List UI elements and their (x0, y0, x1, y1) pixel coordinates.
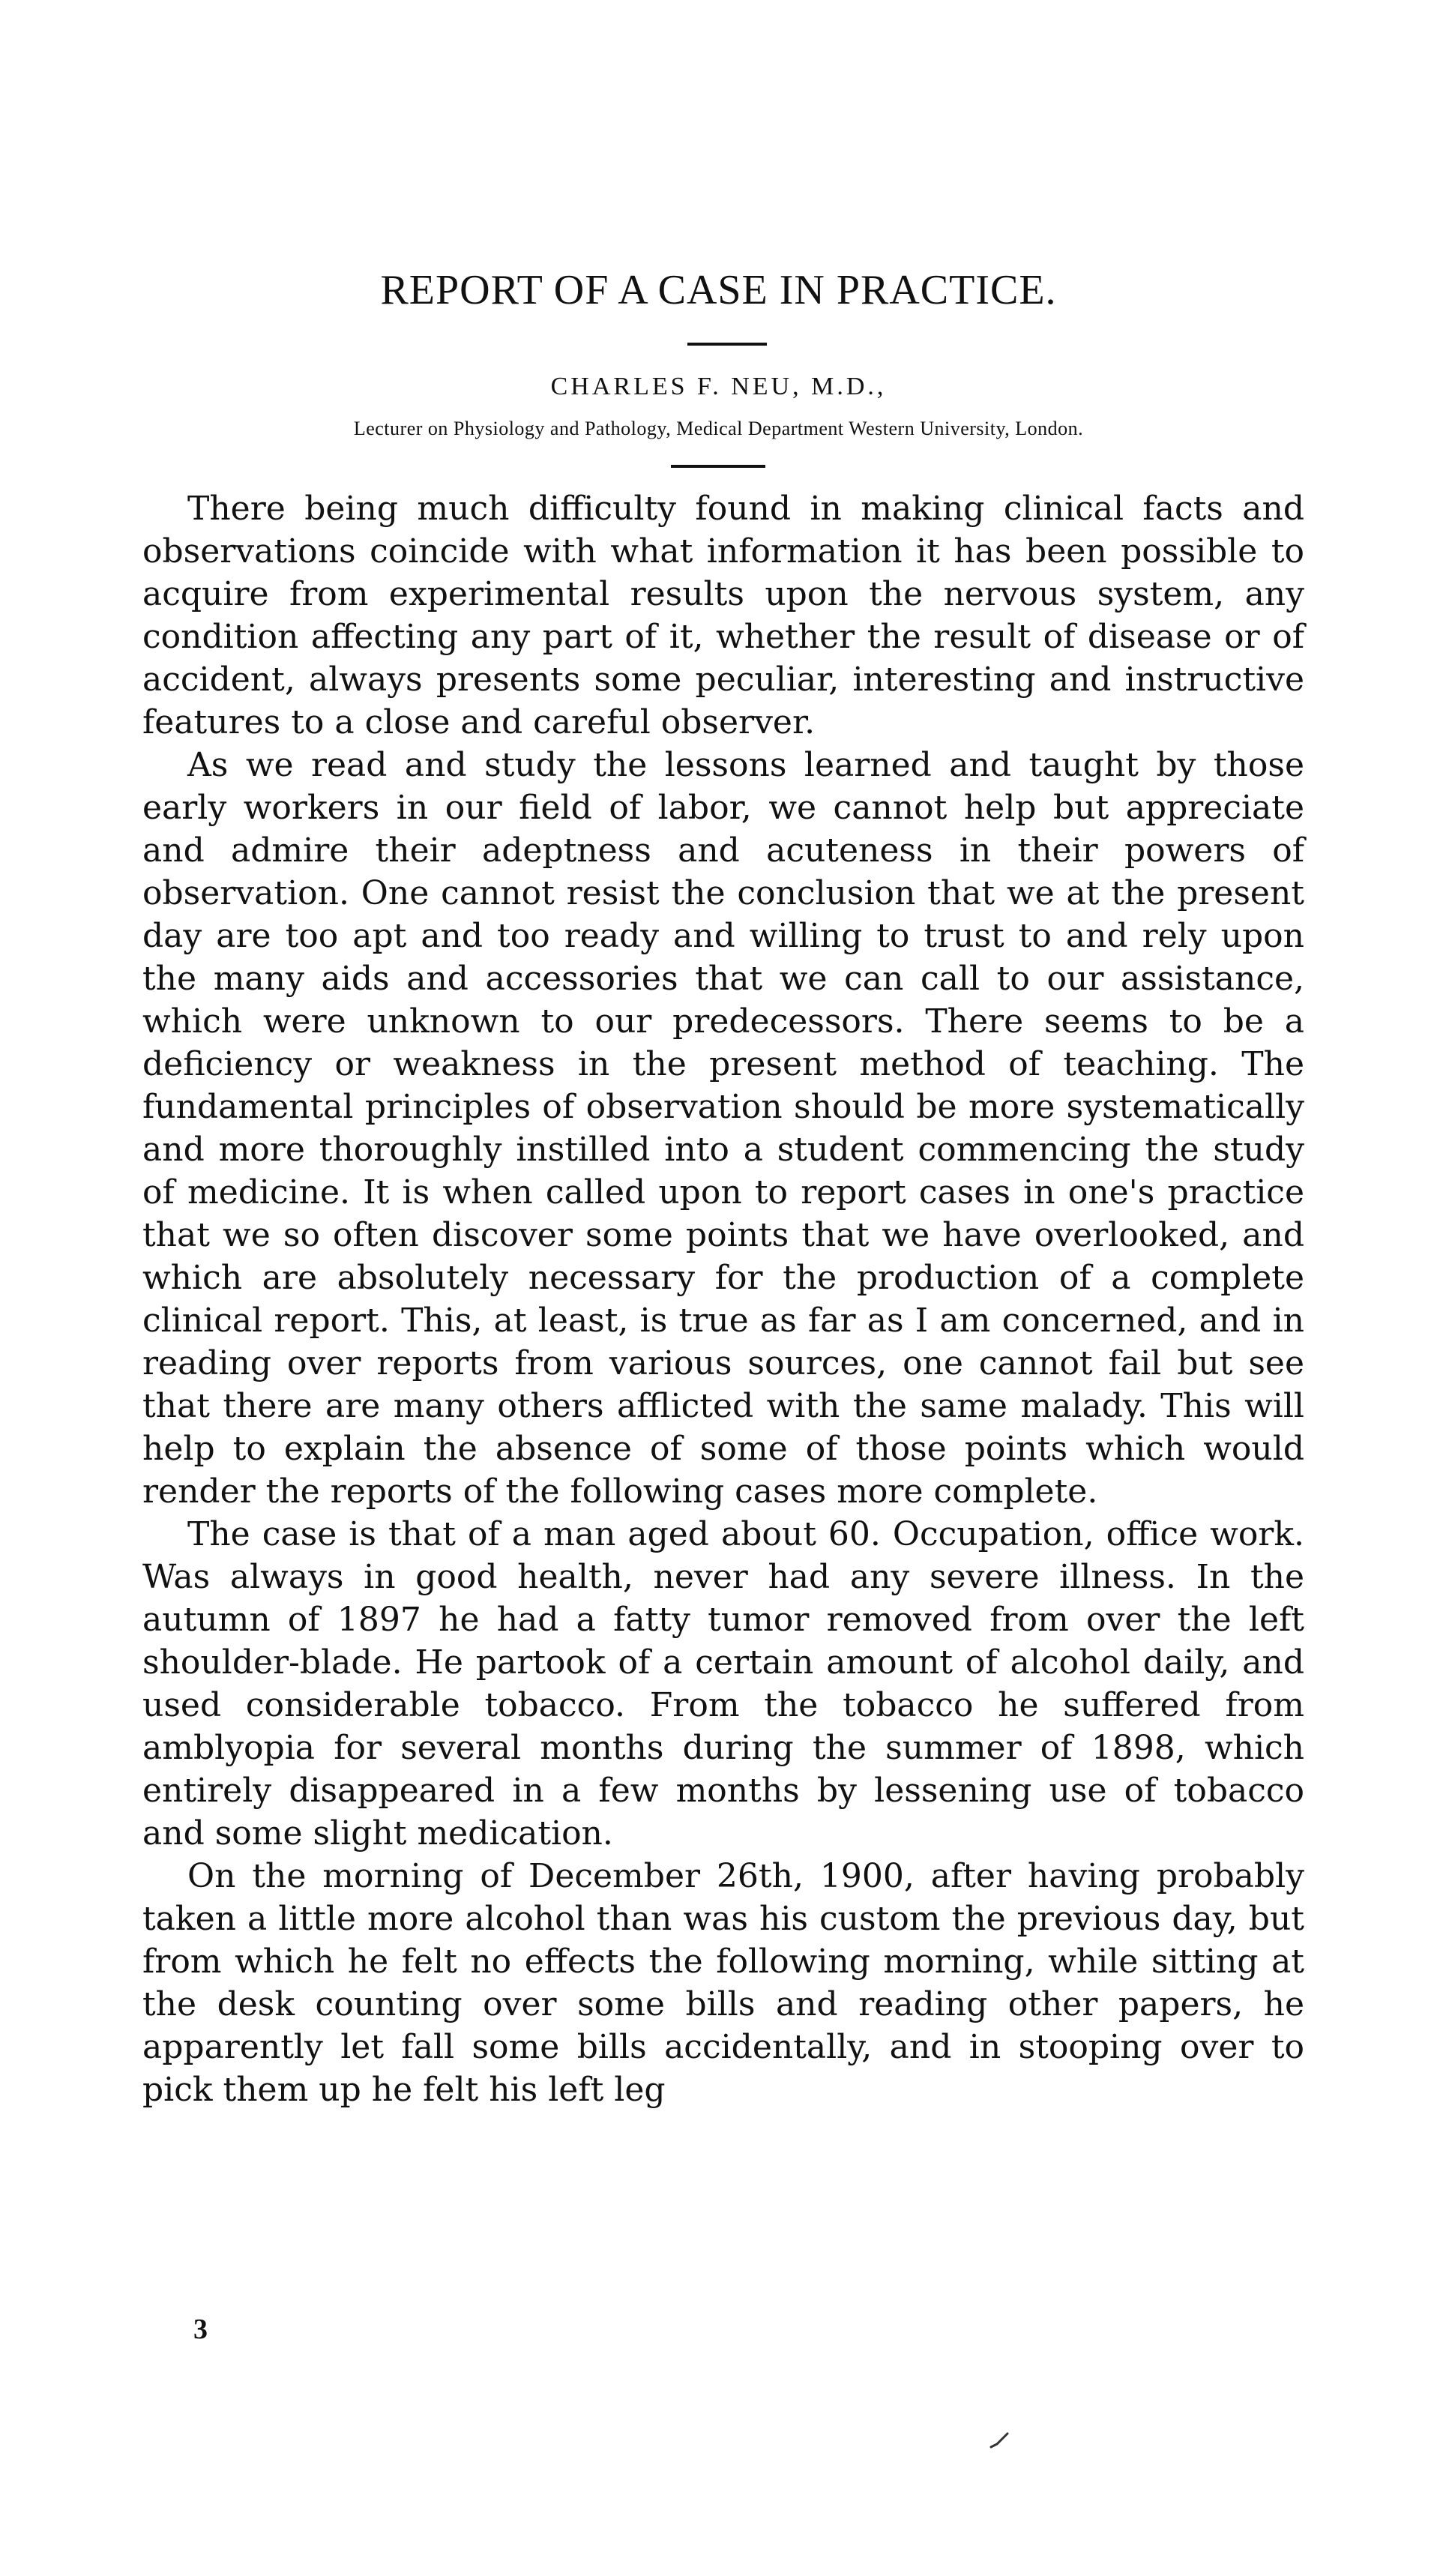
header-divider (671, 465, 765, 468)
pencil-mark-icon (988, 2429, 1010, 2452)
author-affiliation: Lecturer on Physiology and Pathology, Medical Department Western University, London. (353, 418, 1084, 439)
body-paragraph: As we read and study the lessons learned and taught by those early workers in our field of labor, we cannot help but appreciate and admire their adeptness and acuteness in their powers of observation. One cannot resist the conclusion that we at the present day are too apt and too ready and willing to trust to and rely upon the many aids and accessories that we can call to our assistance, which were unknown to our predecessors. There seems to be a deficiency or weakness in the present method of teaching. The fundamental principles of observation should be more systematically and more thoroughly instilled into a student commencing the study of medicine. It is when called upon to report cases in one's practice that we so often discover some points that we have overlooked, and which are absolutely necessary for the production of a complete clinical report. This, at least, is true as far as I am concerned, and in reading over reports from various sources, one cannot fail but see that there are many others afflicted with the same malady. This will help to explain the absence of some of those points which would render the reports of the following cases more complete. (142, 746, 1304, 1511)
article-body (142, 487, 1304, 2111)
title-divider (687, 343, 767, 346)
body-paragraph: The case is that of a man aged about 60. Occupation, office work. Was always in good health, never had any severe illness. In the autumn of 1897 he had a fatty tumor removed from over the left shoulder-blade. He partook of a certain amount of alcohol daily, and used considerable tobacco. From the tobacco he suffered from amblyopia for several months during the summer of 1898, which entirely disappeared in a few months by lessening use of tobacco and some slight medication. (142, 1515, 1304, 1853)
body-paragraph: There being much difficulty found in making clinical facts and observations coincide with what information it has been possible to acquire from experimental results upon the nervous system, any condition affecting any part of it, whether the result of disease or of accident, always presents some peculiar, interesting and instructive features to a close and careful observer. (142, 490, 1304, 741)
page-number: 3 (193, 2314, 208, 2345)
body-paragraph: On the morning of December 26th, 1900, after having probably taken a little more alcohol than was his custom the previous day, but from which he felt no effects the following morning, while sitting at the desk counting over some bills and reading other papers, he apparently let fall some bills accidentally, and in stooping over to pick them up he felt his left leg (142, 1857, 1304, 2109)
article-title: REPORT OF A CASE IN PRACTICE. (380, 267, 1057, 313)
author-name: CHARLES F. NEU, M.D., (550, 373, 887, 400)
